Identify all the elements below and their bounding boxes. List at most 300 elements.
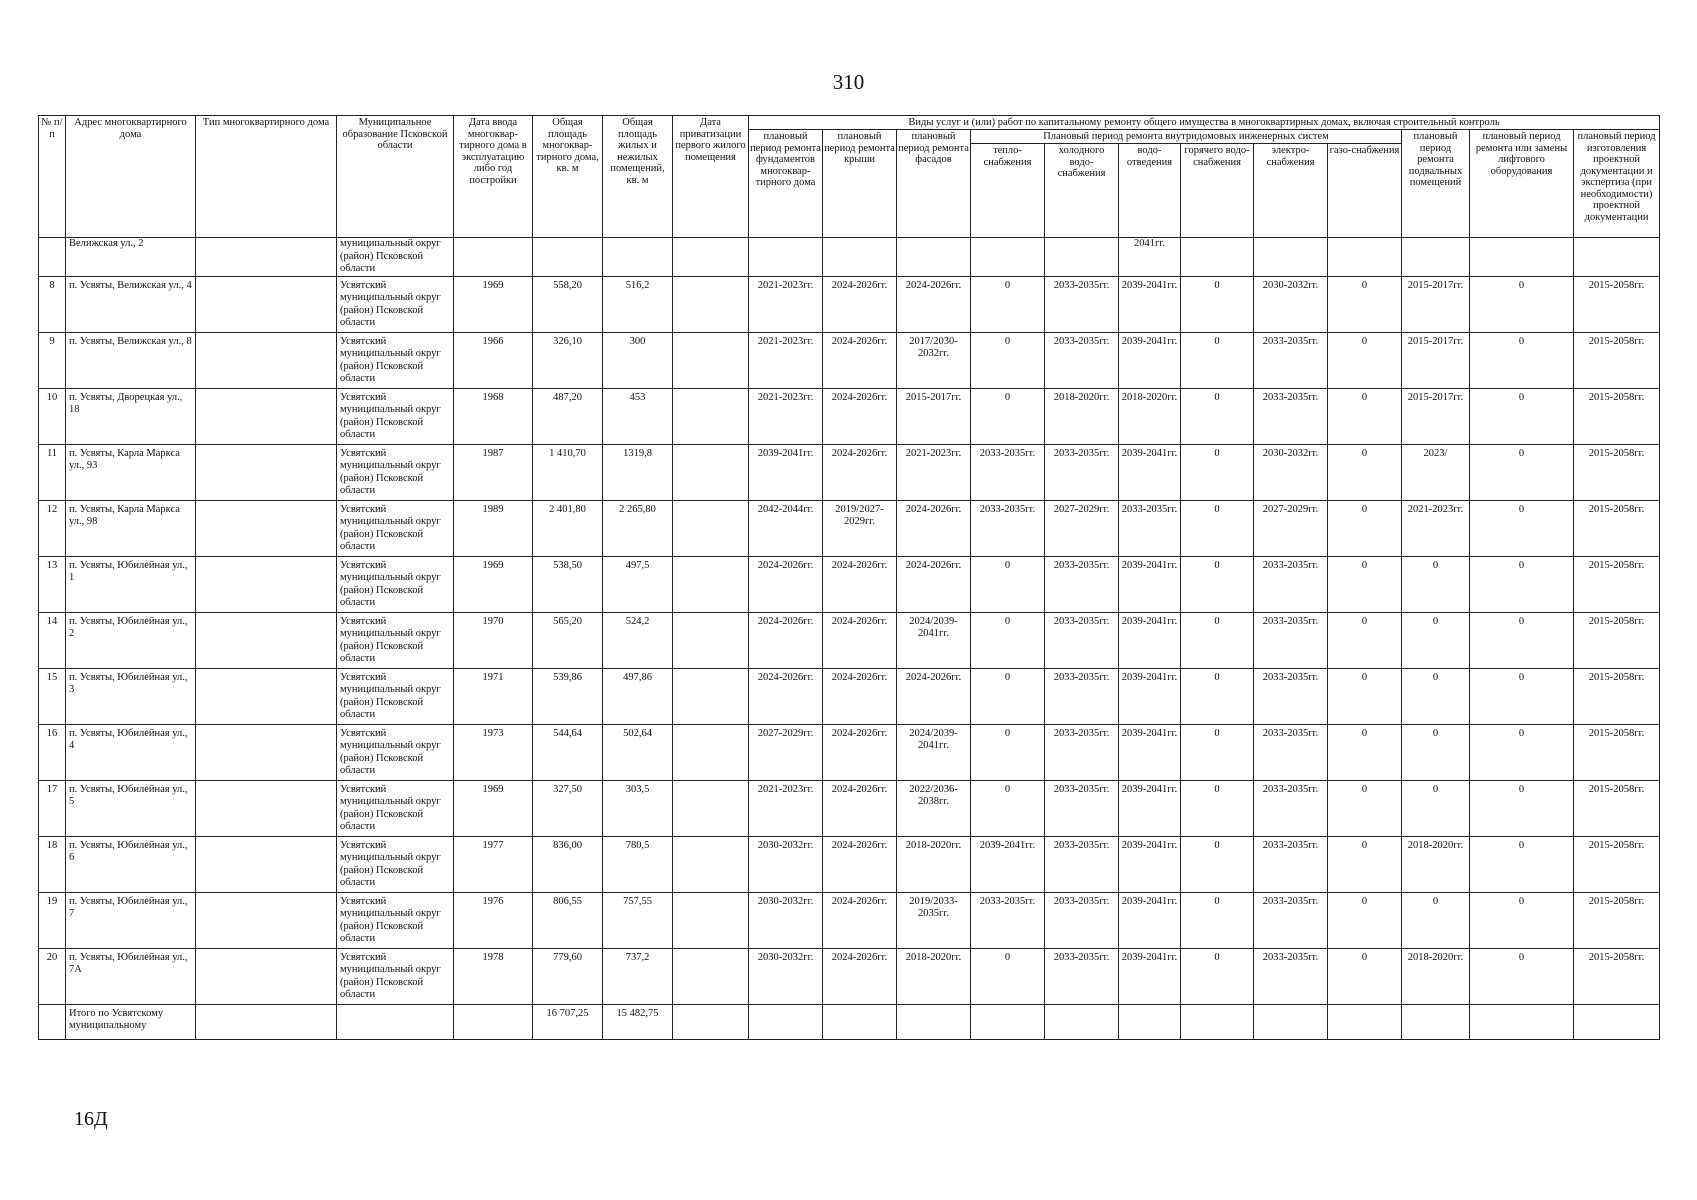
cell-living-area: 516,2 <box>603 276 673 332</box>
header-drainage: водо-отведения <box>1119 144 1181 238</box>
cell-privatization <box>673 444 749 500</box>
cell-living-area: 497,86 <box>603 668 673 724</box>
cell-design: 2015-2058гг. <box>1574 276 1660 332</box>
cell-facade <box>897 238 971 277</box>
cell-foundation: 2021-2023гг. <box>749 276 823 332</box>
cell-hot-water: 0 <box>1181 892 1254 948</box>
cell-empty <box>749 1004 823 1039</box>
cell-foundation: 2027-2029гг. <box>749 724 823 780</box>
cell-heat: 0 <box>971 948 1045 1004</box>
header-roof: плановый период ремонта крыши <box>823 130 897 238</box>
cell-elevator: 0 <box>1470 724 1574 780</box>
table-row-total <box>39 1004 1660 1039</box>
cell-gas: 0 <box>1328 612 1402 668</box>
cell-design: 2015-2058гг. <box>1574 780 1660 836</box>
cell-gas: 0 <box>1328 388 1402 444</box>
cell-facade: 2019/2033-2035гг. <box>897 892 971 948</box>
cell-privatization <box>673 500 749 556</box>
cell-basement: 0 <box>1402 556 1470 612</box>
cell-type <box>196 892 337 948</box>
cell-facade: 2021-2023гг. <box>897 444 971 500</box>
cell-basement: 2018-2020гг. <box>1402 948 1470 1004</box>
table-row <box>39 780 1660 836</box>
cell-design: 2015-2058гг. <box>1574 892 1660 948</box>
cell-privatization <box>673 276 749 332</box>
cell-heat: 0 <box>971 388 1045 444</box>
cell-living-area: 15 482,75 <box>603 1004 673 1039</box>
cell-type <box>196 500 337 556</box>
cell-elevator: 0 <box>1470 948 1574 1004</box>
cell-num: 11 <box>39 444 66 500</box>
table-row <box>39 500 1660 556</box>
cell-facade: 2024/2039-2041гг. <box>897 724 971 780</box>
cell-municipality: Усвятский муниципальный округ (район) Псковской области <box>337 388 454 444</box>
cell-empty <box>1045 1004 1119 1039</box>
cell-foundation: 2024-2026гг. <box>749 668 823 724</box>
header-facade: плановый период ремонта фасадов <box>897 130 971 238</box>
cell-privatization <box>673 612 749 668</box>
header-type: Тип многоквартирного дома <box>196 116 337 238</box>
cell-elevator: 0 <box>1470 444 1574 500</box>
cell-drainage: 2039-2041гг. <box>1119 612 1181 668</box>
cell-type <box>196 388 337 444</box>
cell-total-area: 779,60 <box>533 948 603 1004</box>
cell-total-area: 539,86 <box>533 668 603 724</box>
cell-drainage: 2033-2035гг. <box>1119 500 1181 556</box>
cell-municipality: Усвятский муниципальный округ (район) Псковской области <box>337 948 454 1004</box>
cell-address: п. Усвяты, Карла Маркса ул., 98 <box>66 500 196 556</box>
cell-roof: 2024-2026гг. <box>823 612 897 668</box>
cell-basement: 2015-2017гг. <box>1402 276 1470 332</box>
cell-address: п. Усвяты, Велижская ул., 8 <box>66 332 196 388</box>
cell-elevator: 0 <box>1470 556 1574 612</box>
cell-living-area: 2 265,80 <box>603 500 673 556</box>
header-municipality: Муниципальное образование Псковской области <box>337 116 454 238</box>
table-row-continuation <box>39 238 1660 277</box>
cell-heat: 2033-2035гг. <box>971 444 1045 500</box>
cell-design: 2015-2058гг. <box>1574 836 1660 892</box>
cell-design: 2015-2058гг. <box>1574 668 1660 724</box>
cell-roof: 2024-2026гг. <box>823 444 897 500</box>
cell-address: п. Усвяты, Юбилейная ул., 7А <box>66 948 196 1004</box>
cell-type <box>196 612 337 668</box>
cell-year: 1987 <box>454 444 533 500</box>
cell-gas: 0 <box>1328 444 1402 500</box>
cell-elevator <box>1470 238 1574 277</box>
cell-cold-water: 2033-2035гг. <box>1045 892 1119 948</box>
capital-repair-table <box>38 115 1660 1040</box>
cell-electric: 2033-2035гг. <box>1254 892 1328 948</box>
cell-roof: 2019/2027-2029гг. <box>823 500 897 556</box>
cell-elevator: 0 <box>1470 276 1574 332</box>
cell-cold-water: 2033-2035гг. <box>1045 444 1119 500</box>
cell-total-area: 1 410,70 <box>533 444 603 500</box>
cell-year <box>454 1004 533 1039</box>
cell-design <box>1574 238 1660 277</box>
cell-heat: 0 <box>971 276 1045 332</box>
cell-hot-water: 0 <box>1181 724 1254 780</box>
cell-year: 1989 <box>454 500 533 556</box>
cell-foundation: 2021-2023гг. <box>749 388 823 444</box>
cell-total-label: Итого по Усвятскому муниципальному <box>66 1004 196 1039</box>
cell-heat: 0 <box>971 612 1045 668</box>
cell-privatization <box>673 836 749 892</box>
header-foundation: плановый период ремонта фундаментов многоквар-тирного дома <box>749 130 823 238</box>
cell-roof: 2024-2026гг. <box>823 276 897 332</box>
cell-living-area: 453 <box>603 388 673 444</box>
cell-drainage: 2039-2041гг. <box>1119 724 1181 780</box>
cell-year: 1969 <box>454 556 533 612</box>
header-hot-water: горячего водо-снабжения <box>1181 144 1254 238</box>
cell-electric: 2033-2035гг. <box>1254 332 1328 388</box>
cell-address: п. Усвяты, Юбилейная ул., 1 <box>66 556 196 612</box>
cell-total-area: 327,50 <box>533 780 603 836</box>
cell-facade: 2015-2017гг. <box>897 388 971 444</box>
cell-heat: 2033-2035гг. <box>971 892 1045 948</box>
cell-drainage: 2039-2041гг. <box>1119 276 1181 332</box>
cell-hot-water: 0 <box>1181 836 1254 892</box>
cell-hot-water: 0 <box>1181 948 1254 1004</box>
cell-heat: 0 <box>971 724 1045 780</box>
cell-cold-water: 2033-2035гг. <box>1045 724 1119 780</box>
cell-gas: 0 <box>1328 500 1402 556</box>
cell-year: 1970 <box>454 612 533 668</box>
cell-electric: 2033-2035гг. <box>1254 668 1328 724</box>
cell-elevator: 0 <box>1470 668 1574 724</box>
cell-empty <box>1328 1004 1402 1039</box>
cell-num: 18 <box>39 836 66 892</box>
cell-gas: 0 <box>1328 332 1402 388</box>
cell-num: 9 <box>39 332 66 388</box>
cell-cold-water: 2033-2035гг. <box>1045 948 1119 1004</box>
table-row <box>39 332 1660 388</box>
cell-basement: 2015-2017гг. <box>1402 332 1470 388</box>
cell-living-area: 502,64 <box>603 724 673 780</box>
cell-total-area: 806,55 <box>533 892 603 948</box>
cell-facade: 2018-2020гг. <box>897 836 971 892</box>
cell-foundation: 2042-2044гг. <box>749 500 823 556</box>
cell-year: 1968 <box>454 388 533 444</box>
cell-cold-water: 2027-2029гг. <box>1045 500 1119 556</box>
cell-cold-water: 2033-2035гг. <box>1045 780 1119 836</box>
cell-gas: 0 <box>1328 668 1402 724</box>
cell-num: 16 <box>39 724 66 780</box>
cell-gas: 0 <box>1328 948 1402 1004</box>
cell-type <box>196 238 337 277</box>
cell-electric: 2033-2035гг. <box>1254 948 1328 1004</box>
footer-code: 16Д <box>74 1108 108 1130</box>
header-services-group: Виды услуг и (или) работ по капитальному ремонту общего имущества в многоквартирных домах, включая строительный контроль <box>749 116 1660 130</box>
cell-facade: 2024-2026гг. <box>897 276 971 332</box>
cell-design: 2015-2058гг. <box>1574 556 1660 612</box>
cell-roof: 2024-2026гг. <box>823 836 897 892</box>
cell-municipality: Усвятский муниципальный округ (район) Псковской области <box>337 612 454 668</box>
cell-privatization <box>673 332 749 388</box>
cell-living-area: 757,55 <box>603 892 673 948</box>
cell-gas: 0 <box>1328 276 1402 332</box>
header-design: плановый период изготовления проектной документации и экспертиза (при необходимости) проектной документации <box>1574 130 1660 238</box>
cell-empty <box>971 1004 1045 1039</box>
cell-heat: 2033-2035гг. <box>971 500 1045 556</box>
table-row <box>39 668 1660 724</box>
cell-roof: 2024-2026гг. <box>823 556 897 612</box>
cell-year: 1976 <box>454 892 533 948</box>
cell-electric: 2027-2029гг. <box>1254 500 1328 556</box>
cell-elevator: 0 <box>1470 892 1574 948</box>
cell-address: п. Усвяты, Юбилейная ул., 7 <box>66 892 196 948</box>
cell-privatization <box>673 388 749 444</box>
cell-year: 1969 <box>454 276 533 332</box>
table-row <box>39 724 1660 780</box>
cell-foundation: 2039-2041гг. <box>749 444 823 500</box>
cell-facade: 2024-2026гг. <box>897 556 971 612</box>
cell-year: 1973 <box>454 724 533 780</box>
cell-privatization <box>673 892 749 948</box>
cell-electric: 2030-2032гг. <box>1254 444 1328 500</box>
cell-num: 17 <box>39 780 66 836</box>
cell-elevator: 0 <box>1470 780 1574 836</box>
table-body <box>39 238 1660 1040</box>
cell-type <box>196 276 337 332</box>
cell-foundation: 2024-2026гг. <box>749 556 823 612</box>
cell-facade: 2024/2039-2041гг. <box>897 612 971 668</box>
cell-gas: 0 <box>1328 556 1402 612</box>
cell-hot-water: 0 <box>1181 276 1254 332</box>
cell-num: 13 <box>39 556 66 612</box>
cell-year: 1969 <box>454 780 533 836</box>
cell-elevator: 0 <box>1470 332 1574 388</box>
cell-basement: 2015-2017гг. <box>1402 388 1470 444</box>
cell-foundation: 2030-2032гг. <box>749 892 823 948</box>
cell-address: п. Усвяты, Юбилейная ул., 2 <box>66 612 196 668</box>
cell-design: 2015-2058гг. <box>1574 724 1660 780</box>
cell-address: Велижская ул., 2 <box>66 238 196 277</box>
cell-living-area: 303,5 <box>603 780 673 836</box>
cell-foundation: 2021-2023гг. <box>749 332 823 388</box>
cell-living-area: 1319,8 <box>603 444 673 500</box>
cell-heat: 0 <box>971 332 1045 388</box>
cell-living-area: 524,2 <box>603 612 673 668</box>
cell-living-area: 780,5 <box>603 836 673 892</box>
cell-privatization <box>673 724 749 780</box>
header-cold-water: холодного водо-снабжения <box>1045 144 1119 238</box>
cell-electric: 2033-2035гг. <box>1254 780 1328 836</box>
cell-foundation: 2024-2026гг. <box>749 612 823 668</box>
header-systems-group: Плановый период ремонта внутридомовых инженерных систем <box>971 130 1402 144</box>
table-row <box>39 388 1660 444</box>
cell-electric: 2033-2035гг. <box>1254 612 1328 668</box>
cell-drainage: 2018-2020гг. <box>1119 388 1181 444</box>
cell-num: 20 <box>39 948 66 1004</box>
header-heat: тепло-снабжения <box>971 144 1045 238</box>
cell-cold-water: 2033-2035гг. <box>1045 836 1119 892</box>
cell-municipality <box>337 1004 454 1039</box>
cell-electric: 2030-2032гг. <box>1254 276 1328 332</box>
cell-facade: 2018-2020гг. <box>897 948 971 1004</box>
cell-heat: 0 <box>971 780 1045 836</box>
cell-facade: 2017/2030-2032гг. <box>897 332 971 388</box>
cell-hot-water: 0 <box>1181 612 1254 668</box>
cell-roof <box>823 238 897 277</box>
cell-basement: 2021-2023гг. <box>1402 500 1470 556</box>
cell-basement: 2018-2020гг. <box>1402 836 1470 892</box>
cell-total-area: 565,20 <box>533 612 603 668</box>
cell-year <box>454 238 533 277</box>
cell-design: 2015-2058гг. <box>1574 388 1660 444</box>
header-living-area: Общая площадь жилых и нежилых помещений, кв. м <box>603 116 673 238</box>
table-row <box>39 444 1660 500</box>
cell-gas: 0 <box>1328 892 1402 948</box>
cell-year: 1966 <box>454 332 533 388</box>
cell-total-area <box>533 238 603 277</box>
cell-roof: 2024-2026гг. <box>823 668 897 724</box>
cell-municipality: муниципальный округ (район) Псковской области <box>337 238 454 277</box>
cell-electric <box>1254 238 1328 277</box>
header-num: № п/п <box>39 116 66 238</box>
cell-basement: 0 <box>1402 724 1470 780</box>
cell-gas <box>1328 238 1402 277</box>
cell-address: п. Усвяты, Юбилейная ул., 3 <box>66 668 196 724</box>
cell-facade: 2024-2026гг. <box>897 500 971 556</box>
cell-address: п. Усвяты, Дворецкая ул., 18 <box>66 388 196 444</box>
cell-heat <box>971 238 1045 277</box>
cell-cold-water: 2033-2035гг. <box>1045 332 1119 388</box>
cell-num: 15 <box>39 668 66 724</box>
cell-cold-water: 2033-2035гг. <box>1045 612 1119 668</box>
cell-foundation: 2030-2032гг. <box>749 836 823 892</box>
cell-living-area: 737,2 <box>603 948 673 1004</box>
cell-num: 14 <box>39 612 66 668</box>
cell-elevator: 0 <box>1470 388 1574 444</box>
cell-basement: 0 <box>1402 892 1470 948</box>
cell-municipality: Усвятский муниципальный округ (район) Псковской области <box>337 444 454 500</box>
cell-empty <box>673 1004 749 1039</box>
cell-drainage: 2039-2041гг. <box>1119 444 1181 500</box>
cell-electric: 2033-2035гг. <box>1254 556 1328 612</box>
cell-privatization <box>673 668 749 724</box>
cell-num <box>39 1004 66 1039</box>
cell-num: 10 <box>39 388 66 444</box>
cell-year: 1971 <box>454 668 533 724</box>
cell-living-area: 497,5 <box>603 556 673 612</box>
cell-foundation: 2030-2032гг. <box>749 948 823 1004</box>
cell-year: 1977 <box>454 836 533 892</box>
cell-heat: 0 <box>971 668 1045 724</box>
cell-drainage: 2039-2041гг. <box>1119 780 1181 836</box>
cell-drainage: 2041гг. <box>1119 238 1181 277</box>
cell-gas: 0 <box>1328 836 1402 892</box>
cell-address: п. Усвяты, Юбилейная ул., 6 <box>66 836 196 892</box>
cell-basement: 0 <box>1402 612 1470 668</box>
cell-municipality: Усвятский муниципальный округ (район) Псковской области <box>337 892 454 948</box>
cell-heat: 0 <box>971 556 1045 612</box>
cell-hot-water: 0 <box>1181 668 1254 724</box>
cell-facade: 2024-2026гг. <box>897 668 971 724</box>
cell-address: п. Усвяты, Юбилейная ул., 5 <box>66 780 196 836</box>
header-electric: электро-снабжения <box>1254 144 1328 238</box>
cell-drainage: 2039-2041гг. <box>1119 948 1181 1004</box>
cell-total-area: 2 401,80 <box>533 500 603 556</box>
cell-roof: 2024-2026гг. <box>823 780 897 836</box>
cell-hot-water: 0 <box>1181 332 1254 388</box>
cell-type <box>196 668 337 724</box>
cell-address: п. Усвяты, Карла Маркса ул., 93 <box>66 444 196 500</box>
cell-drainage: 2039-2041гг. <box>1119 332 1181 388</box>
cell-drainage: 2039-2041гг. <box>1119 556 1181 612</box>
cell-total-area: 836,00 <box>533 836 603 892</box>
cell-basement: 2023/ <box>1402 444 1470 500</box>
cell-elevator: 0 <box>1470 836 1574 892</box>
cell-privatization <box>673 948 749 1004</box>
cell-municipality: Усвятский муниципальный округ (район) Псковской области <box>337 836 454 892</box>
cell-electric: 2033-2035гг. <box>1254 724 1328 780</box>
cell-type <box>196 332 337 388</box>
cell-heat: 2039-2041гг. <box>971 836 1045 892</box>
cell-municipality: Усвятский муниципальный округ (район) Псковской области <box>337 780 454 836</box>
cell-drainage: 2039-2041гг. <box>1119 892 1181 948</box>
cell-cold-water: 2033-2035гг. <box>1045 276 1119 332</box>
header-address: Адрес многоквартирного дома <box>66 116 196 238</box>
cell-privatization <box>673 780 749 836</box>
cell-roof: 2024-2026гг. <box>823 948 897 1004</box>
cell-empty <box>823 1004 897 1039</box>
cell-type <box>196 444 337 500</box>
cell-empty <box>1254 1004 1328 1039</box>
cell-foundation: 2021-2023гг. <box>749 780 823 836</box>
cell-roof: 2024-2026гг. <box>823 724 897 780</box>
cell-living-area: 300 <box>603 332 673 388</box>
cell-total-area: 487,20 <box>533 388 603 444</box>
cell-empty <box>1181 1004 1254 1039</box>
table-row <box>39 556 1660 612</box>
table-row <box>39 948 1660 1004</box>
cell-cold-water: 2033-2035гг. <box>1045 556 1119 612</box>
cell-cold-water: 2033-2035гг. <box>1045 668 1119 724</box>
cell-type <box>196 836 337 892</box>
cell-empty <box>1470 1004 1574 1039</box>
cell-design: 2015-2058гг. <box>1574 444 1660 500</box>
table-row <box>39 836 1660 892</box>
cell-cold-water: 2018-2020гг. <box>1045 388 1119 444</box>
cell-electric: 2033-2035гг. <box>1254 388 1328 444</box>
cell-type <box>196 1004 337 1039</box>
cell-design: 2015-2058гг. <box>1574 948 1660 1004</box>
cell-privatization <box>673 556 749 612</box>
cell-foundation <box>749 238 823 277</box>
cell-roof: 2024-2026гг. <box>823 332 897 388</box>
cell-municipality: Усвятский муниципальный округ (район) Псковской области <box>337 332 454 388</box>
cell-num <box>39 238 66 277</box>
cell-empty <box>1574 1004 1660 1039</box>
cell-empty <box>1402 1004 1470 1039</box>
cell-privatization <box>673 238 749 277</box>
cell-hot-water: 0 <box>1181 500 1254 556</box>
header-elevator: плановый период ремонта или замены лифтового оборудования <box>1470 130 1574 238</box>
cell-cold-water <box>1045 238 1119 277</box>
cell-num: 19 <box>39 892 66 948</box>
cell-gas: 0 <box>1328 780 1402 836</box>
header-total-area: Общая площадь многоквар-тирного дома, кв. м <box>533 116 603 238</box>
cell-facade: 2022/2036-2038гг. <box>897 780 971 836</box>
cell-basement: 0 <box>1402 668 1470 724</box>
cell-year: 1978 <box>454 948 533 1004</box>
cell-empty <box>1119 1004 1181 1039</box>
cell-living-area <box>603 238 673 277</box>
cell-address: п. Усвяты, Юбилейная ул., 4 <box>66 724 196 780</box>
cell-total-area: 558,20 <box>533 276 603 332</box>
cell-elevator: 0 <box>1470 500 1574 556</box>
cell-municipality: Усвятский муниципальный округ (район) Псковской области <box>337 556 454 612</box>
